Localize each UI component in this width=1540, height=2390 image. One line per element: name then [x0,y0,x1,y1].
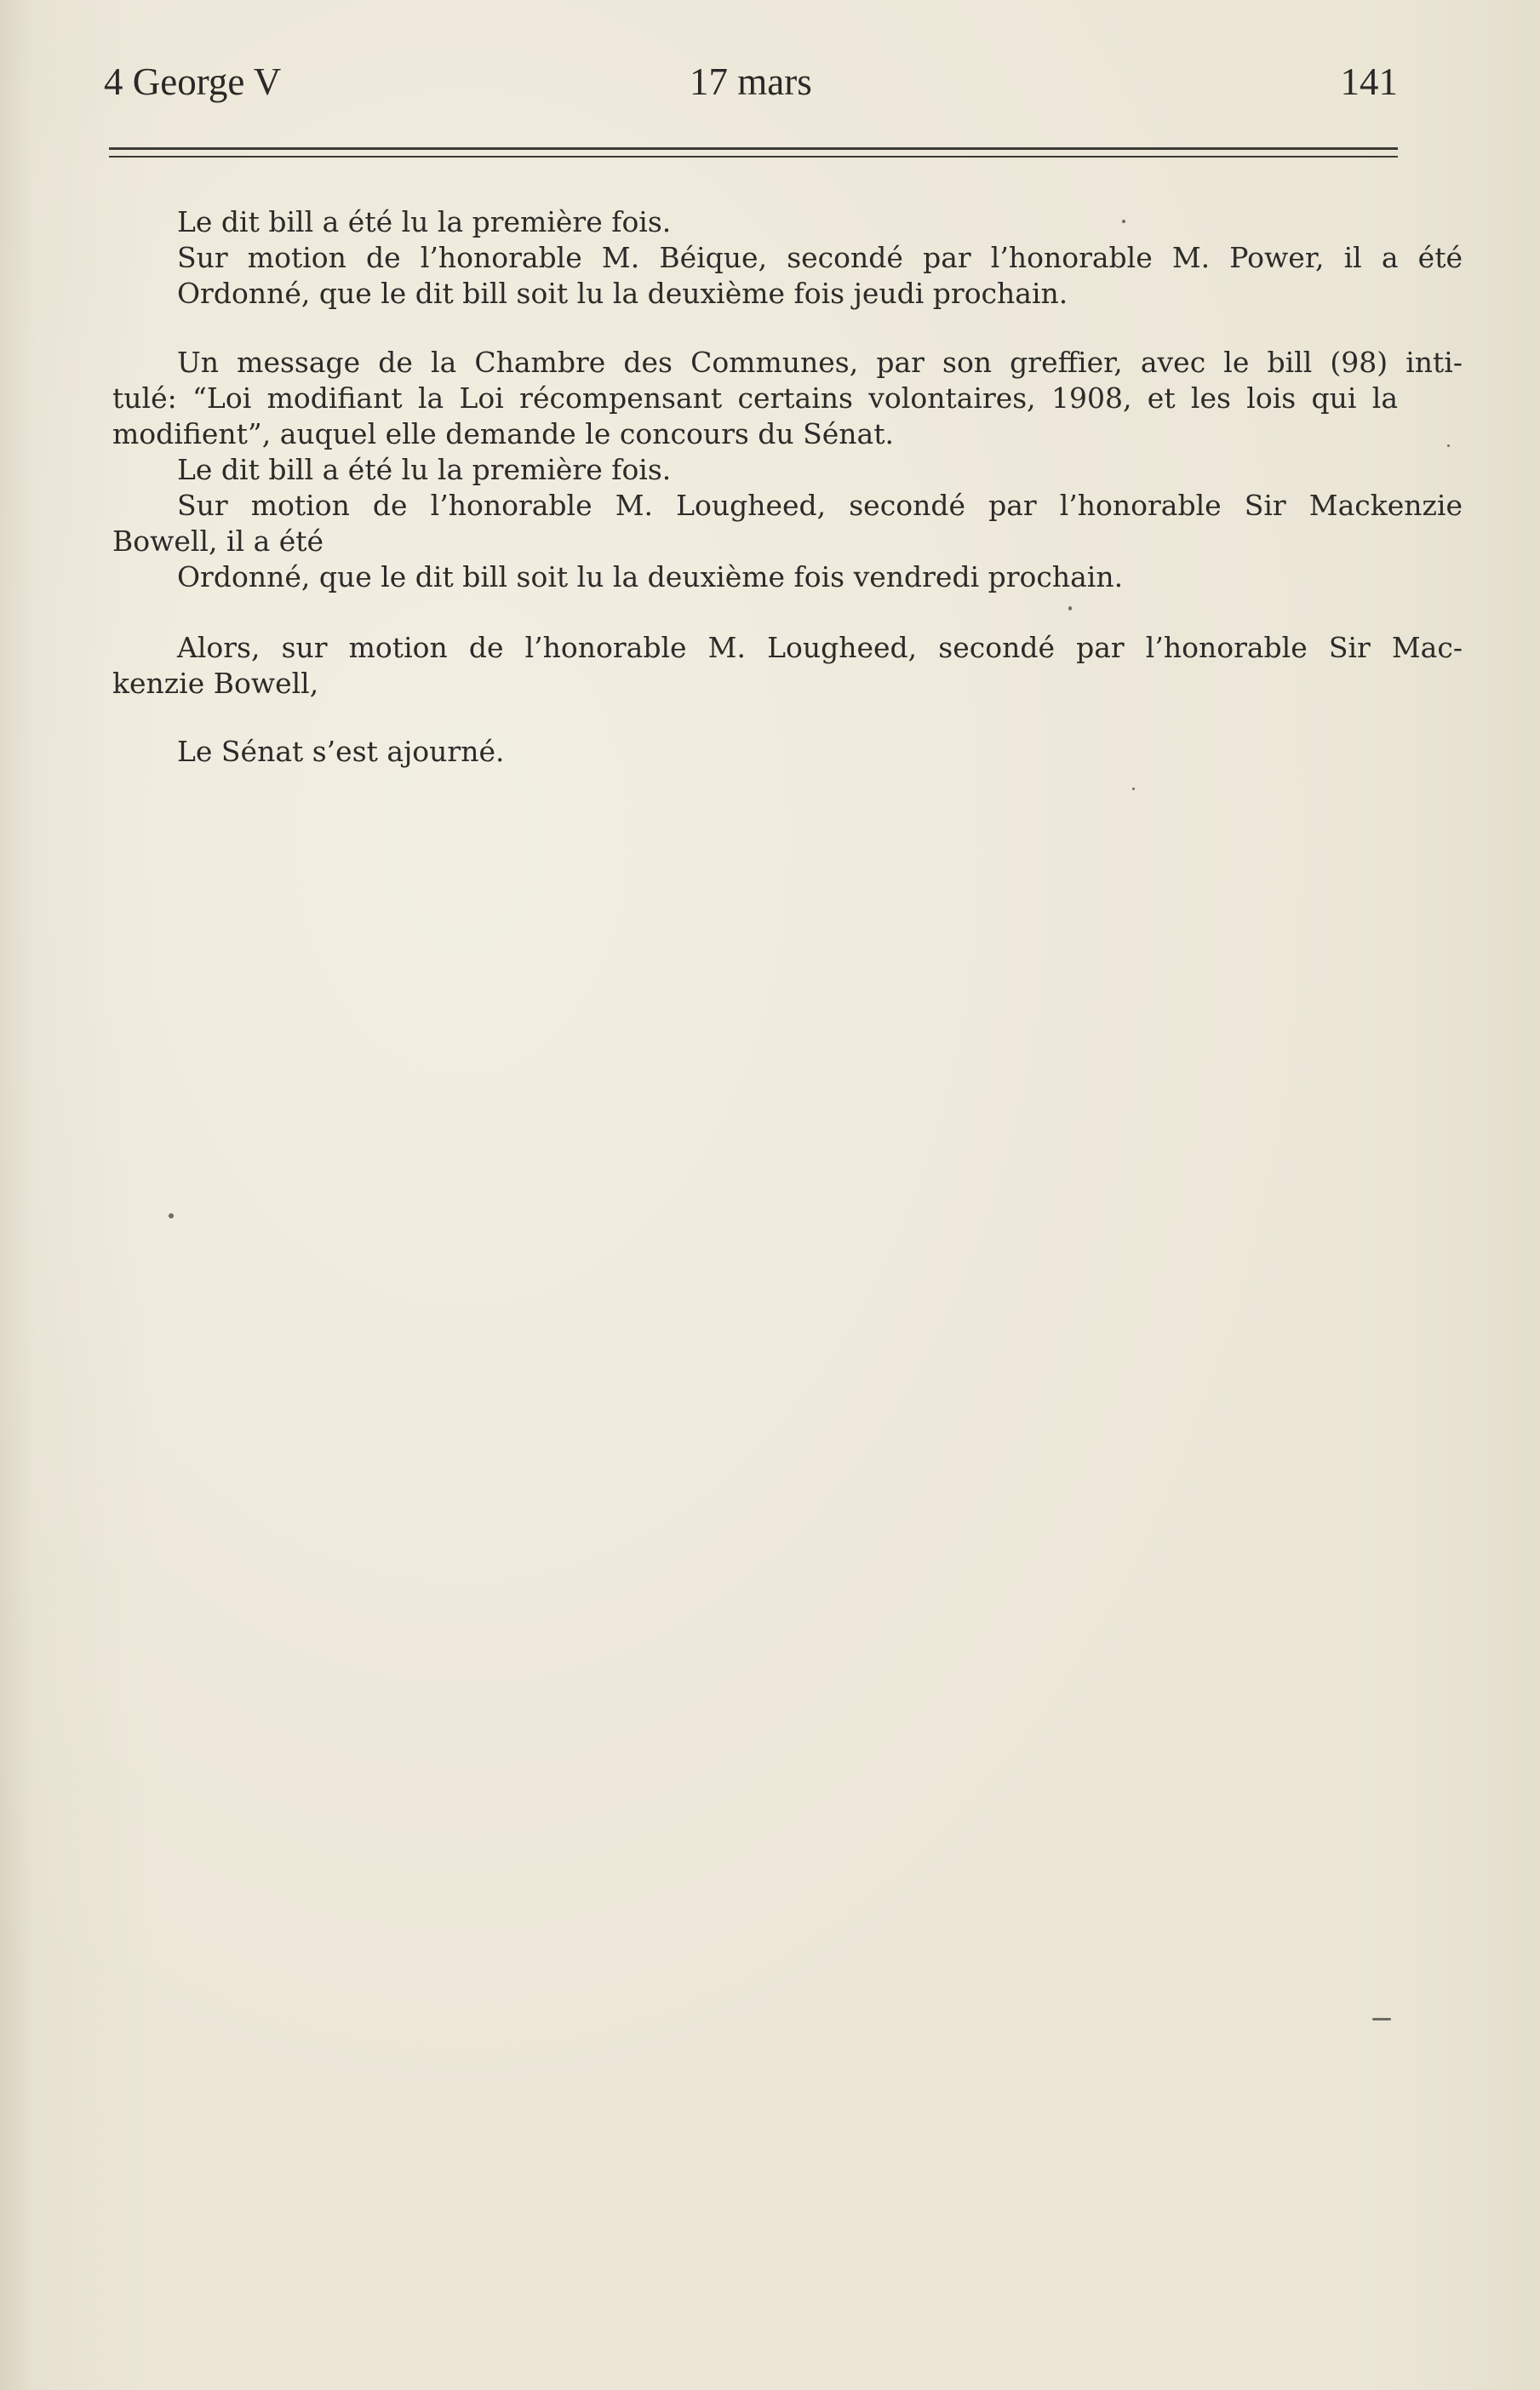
text-line: kenzie Bowell, [112,667,319,700]
text-line: tulé: “Loi modifiant la Loi récompensant certains volontaires, 1908, et les lois qui la [112,381,1398,415]
text-line: Le Sénat s’est ajourné. [177,735,505,768]
text-line: Un message de la Chambre des Communes, par son greffier, avec le bill (98) inti- [177,346,1463,379]
text-line: Sur motion de l’honorable M. Lougheed, secondé par l’honorable Sir Mackenzie [177,489,1463,522]
paper-speck [169,1213,174,1218]
text-line: modifient”, auquel elle demande le concours du Sénat. [112,417,894,450]
text-line: Bowell, il a été [112,524,324,558]
text-line: Le dit bill a été lu la première fois. [177,453,672,486]
paper-speck [1068,606,1072,610]
paper-speck [1132,788,1135,790]
page-number: 141 [1340,60,1398,103]
header-regnal-year: 4 George V [104,60,282,103]
paper-speck [1122,220,1125,223]
text-line: Alors, sur motion de l’honorable M. Lougheed, secondé par l’honorable Sir Mac- [177,631,1463,664]
text-line: Ordonné, que le dit bill soit lu la deuxième fois jeudi prochain. [177,277,1068,310]
paper-speck [1447,444,1450,447]
header-date: 17 mars [690,60,812,103]
header-rule-bottom [109,156,1398,158]
header-rule-top [109,147,1398,150]
text-line: Sur motion de l’honorable M. Béique, secondé par l’honorable M. Power, il a été [177,241,1463,274]
text-line: Ordonné, que le dit bill soit lu la deuxième fois vendredi prochain. [177,560,1124,593]
page-header [104,60,1398,119]
paper-speck [1372,2018,1391,2020]
text-line: Le dit bill a été lu la première fois. [177,205,672,238]
